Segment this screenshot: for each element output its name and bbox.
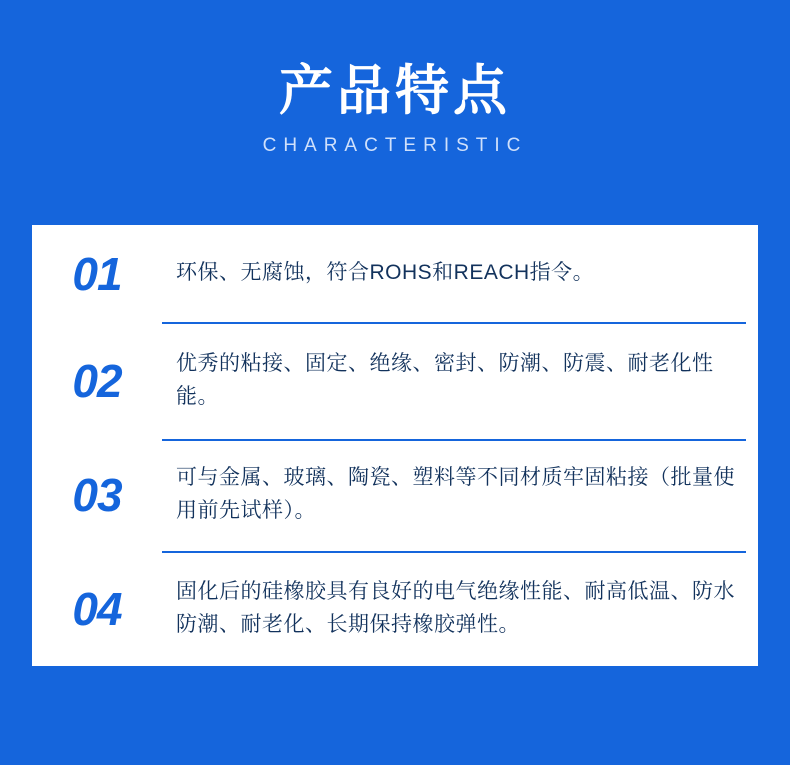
feature-text-02: 优秀的粘接、固定、绝缘、密封、防潮、防震、耐老化性能。	[176, 351, 714, 408]
feature-number-03: 03	[72, 469, 122, 521]
feature-number-01: 01	[72, 247, 122, 300]
feature-number-04: 04	[72, 582, 122, 635]
feature-number-02: 02	[72, 354, 122, 407]
feature-text-04: 固化后的硅橡胶具有良好的电气绝缘性能、耐高低温、防水防潮、耐老化、长期保持橡胶弹性。	[176, 579, 735, 636]
feature-row-02	[32, 322, 758, 439]
feature-text-01: 环保、无腐蚀，符合ROHS和REACH指令。	[176, 261, 595, 285]
feature-row-01	[32, 225, 758, 322]
page-header	[0, 0, 790, 157]
page-title: 产品特点	[279, 61, 511, 121]
features-card	[32, 225, 758, 666]
feature-row-03	[32, 439, 758, 551]
feature-text-03: 可与金属、玻璃、陶瓷、塑料等不同材质牢固粘接（批量使用前先试样）。	[176, 466, 735, 522]
page-subtitle: CHARACTERISTIC	[262, 135, 528, 157]
feature-row-04	[32, 551, 758, 666]
